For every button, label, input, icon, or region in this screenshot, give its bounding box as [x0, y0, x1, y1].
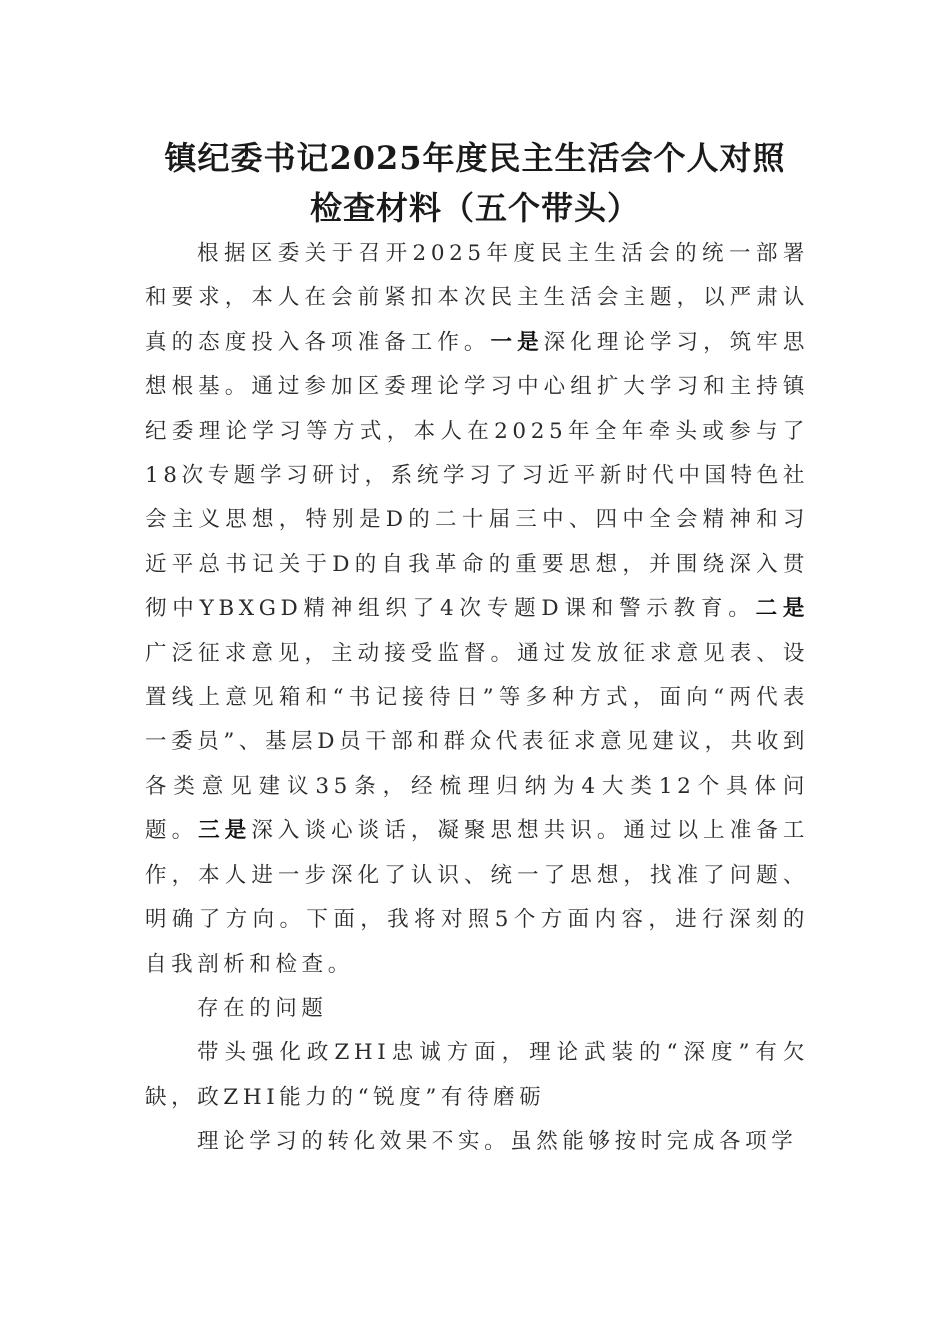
- document-title: [110, 133, 840, 233]
- intro-text-2: 深化理论学习，筑牢思想根基。通过参加区委理论学习中心组扩大学习和主持镇纪委理论学习等方式，本人在2025年全年牵头或参与了18次专题学习研讨，系统学习了习近平新时代中国特色社会主义思想，特别是D的二十届三中、四中全会精神和习近平总书记关于D的自我革命的重要思想，并围绕深入贯彻中YBXGD精神组织了4次专题D课和警示教育。: [145, 329, 809, 622]
- point-two-marker: 二是: [755, 596, 809, 622]
- title-line-2: 检查材料（五个带头）: [309, 189, 640, 228]
- intro-text-3: 广泛征求意见，主动接受监督。通过发放征求意见表、设置线上意见箱和“书记接待日”等多种方式，面向“两代表一委员”、基层D员干部和群众代表征求意见建议，共收到各类意见建议35条，经梳理归纳为4大类12个具体问题。: [145, 640, 809, 844]
- document-body: [145, 232, 809, 1165]
- subheading: 带头强化政ZHI忠诚方面，理论武装的“深度”有欠缺，政ZHI能力的“锐度”有待磨砺: [145, 1040, 809, 1110]
- title-line-1: 镇纪委书记2025年度民主生活会个人对照: [164, 139, 786, 178]
- intro-text-4: 深入谈心谈话，凝聚思想共识。通过以上准备工作，本人进一步深化了认识、统一了思想，找准了问题、明确了方向。下面，我将对照5个方面内容，进行深刻的自我剖析和检查。: [145, 818, 810, 977]
- point-three-marker: 三是: [198, 818, 252, 844]
- section-heading: 存在的问题: [197, 995, 328, 1021]
- last-paragraph: 理论学习的转化效果不实。虽然能够按时完成各项学: [197, 1129, 798, 1155]
- point-one-marker: 一是: [490, 329, 544, 355]
- intro-paragraph: [145, 232, 809, 987]
- intro-text-1: 根据区委关于召开2025年度民主生活会的统一部署和要求，本人在会前紧扣本次民主生活会主题，以严肃认真的态度投入各项准备工作。: [145, 241, 809, 355]
